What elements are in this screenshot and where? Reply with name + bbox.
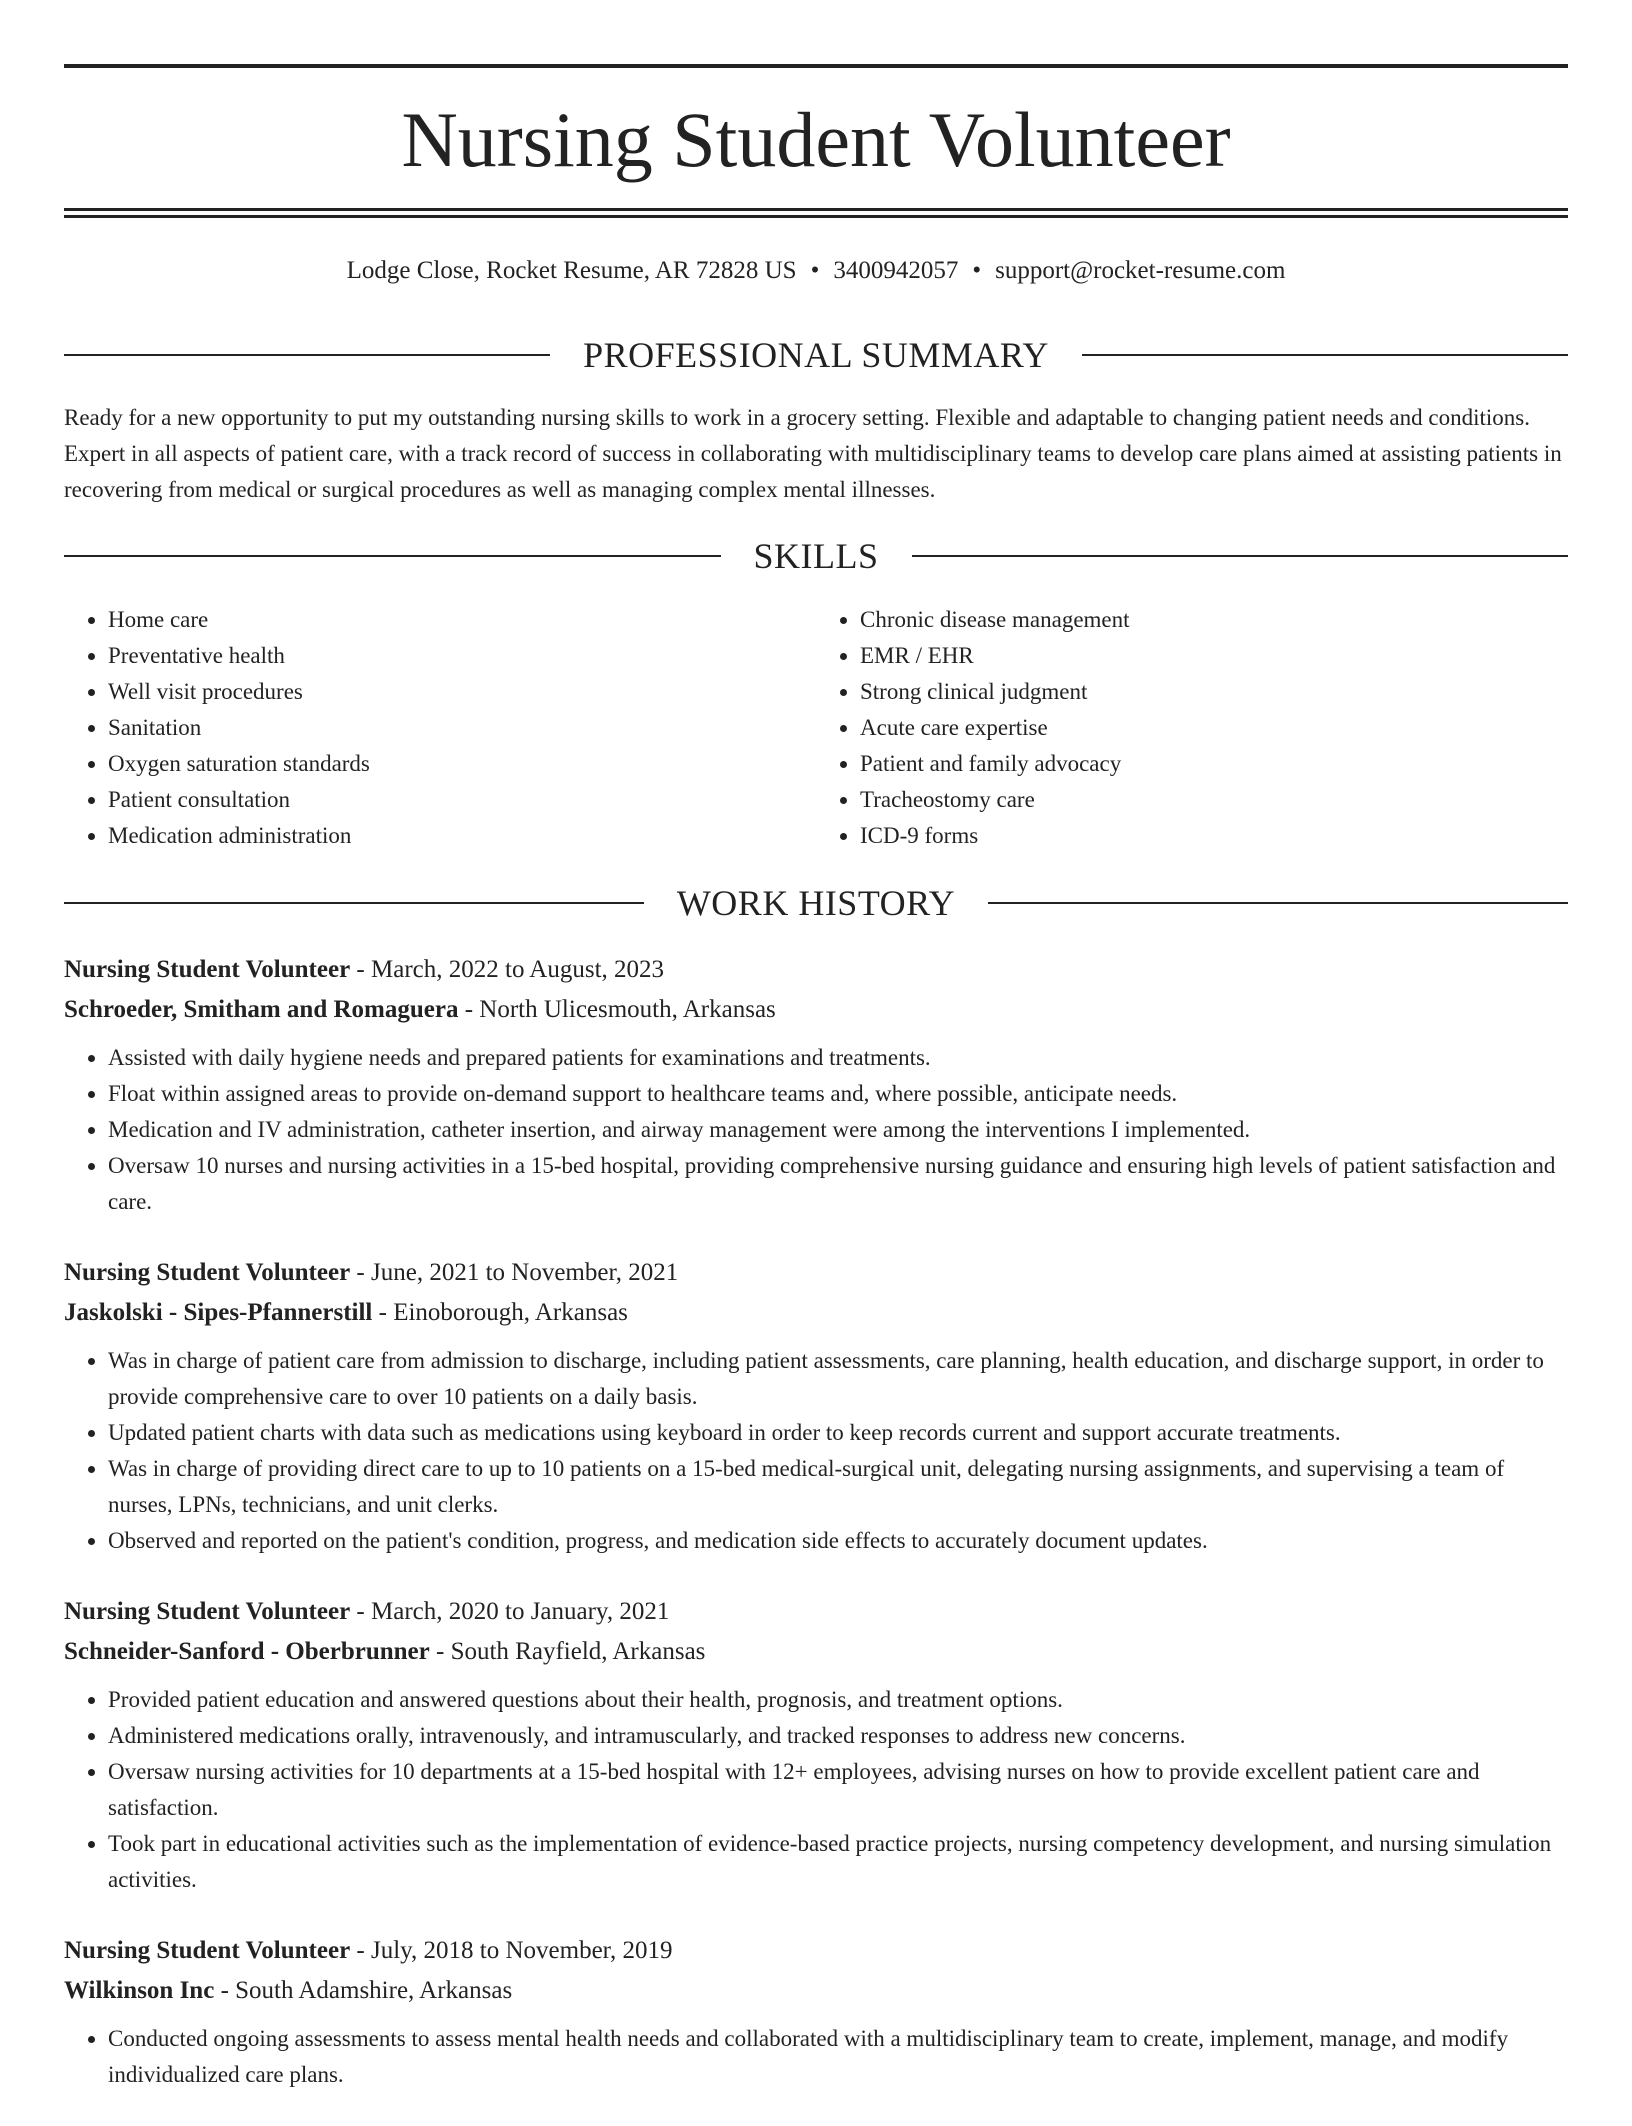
section-title: SKILLS — [753, 536, 879, 576]
skills-column-right — [816, 602, 1568, 854]
job-dates: - March, 2022 to August, 2023 — [350, 956, 665, 983]
job-dates: - March, 2020 to January, 2021 — [350, 1598, 670, 1625]
job-entry — [64, 1253, 1568, 1559]
skill-item: • Patient and family advocacy — [860, 746, 1568, 782]
job-bullet: • Administered medications orally, intravenously, and intramuscularly, and tracked responses to address new concerns. — [108, 1718, 1568, 1754]
heading-rule — [1082, 354, 1568, 356]
top-rule — [64, 64, 1568, 68]
job-company: Wilkinson Inc — [64, 1977, 215, 2004]
contact-separator: • — [810, 257, 820, 284]
job-location: - South Adamshire, Arkansas — [214, 1977, 513, 2004]
job-entry — [64, 1592, 1568, 1898]
contact-phone: 3400942057 — [833, 257, 959, 284]
skill-item: • Acute care expertise — [860, 710, 1568, 746]
job-bullet: • Was in charge of patient care from admission to discharge, including patient assessments, care planning, health education, and discharge support, in order to provide comprehensive care to over 10 patients on a daily basis. — [108, 1343, 1568, 1415]
heading-rule — [912, 555, 1569, 557]
work-heading — [64, 881, 1568, 925]
job-bullets — [64, 1343, 1568, 1559]
skill-item: • Home care — [108, 602, 816, 638]
job-company-line — [64, 990, 1568, 1030]
resume-name: Nursing Student Volunteer — [401, 96, 1231, 183]
skill-item: • Preventative health — [108, 638, 816, 674]
job-dates: - July, 2018 to November, 2019 — [350, 1937, 673, 1964]
skill-item: • Well visit procedures — [108, 674, 816, 710]
job-bullets — [64, 2021, 1568, 2093]
skill-item: • Medication administration — [108, 818, 816, 854]
job-role: Nursing Student Volunteer — [64, 956, 351, 983]
section-title: PROFESSIONAL SUMMARY — [583, 335, 1049, 375]
contact-email: support@rocket-resume.com — [995, 257, 1286, 284]
summary-heading — [64, 333, 1568, 377]
skill-item: • Patient consultation — [108, 782, 816, 818]
job-company: Jaskolski - Sipes-Pfannerstill — [64, 1299, 373, 1326]
job-bullet: • Observed and reported on the patient's condition, progress, and medication side effects to accurately document updates. — [108, 1523, 1568, 1559]
contact-separator: • — [972, 257, 982, 284]
skills-list — [64, 602, 1568, 854]
job-entry — [64, 950, 1568, 1220]
skill-item: • ICD-9 forms — [860, 818, 1568, 854]
summary-text: Ready for a new opportunity to put my outstanding nursing skills to work in a grocery setting. Flexible and adaptable to changing patient needs and conditions. Expert in all aspects of patient care, with a track record of success in collaborating with multidisciplinary teams to develop care plans aimed at assisting patients in recovering from medical or surgical procedures as well as managing complex mental illnesses. — [64, 405, 1562, 502]
heading-rule — [64, 555, 721, 557]
job-company-line — [64, 1632, 1568, 1672]
skill-item: • Chronic disease management — [860, 602, 1568, 638]
job-bullet: • Was in charge of providing direct care to up to 10 patients on a 15-bed medical-surgical unit, delegating nursing assignments, and supervising a team of nurses, LPNs, technicians, and unit clerks. — [108, 1451, 1568, 1523]
heading-rule — [988, 902, 1568, 904]
job-location: - South Rayfield, Arkansas — [429, 1638, 706, 1665]
job-role: Nursing Student Volunteer — [64, 1937, 351, 1964]
job-bullet: • Conducted ongoing assessments to assess mental health needs and collaborated with a multidisciplinary team to create, implement, manage, and modify individualized care plans. — [108, 2021, 1568, 2093]
heading-rule — [64, 902, 644, 904]
job-title-line — [64, 1253, 1568, 1293]
job-bullet: • Provided patient education and answered questions about their health, prognosis, and treatment options. — [108, 1682, 1568, 1718]
heading-rule — [64, 354, 550, 356]
contact-line — [64, 254, 1568, 288]
skill-item: • Oxygen saturation standards — [108, 746, 816, 782]
work-history — [64, 950, 1568, 2126]
skill-item: • EMR / EHR — [860, 638, 1568, 674]
job-bullet: • Oversaw nursing activities for 10 departments at a 15-bed hospital with 12+ employees, advising nurses on how to provide excellent patient care and satisfaction. — [108, 1754, 1568, 1826]
double-rule — [64, 208, 1568, 218]
job-entry — [64, 1931, 1568, 2093]
skill-item: • Strong clinical judgment — [860, 674, 1568, 710]
job-bullet: • Medication and IV administration, catheter insertion, and airway management were among the interventions I implemented. — [108, 1112, 1568, 1148]
job-bullet: • Float within assigned areas to provide on-demand support to healthcare teams and, where possible, anticipate needs. — [108, 1076, 1568, 1112]
skill-item: • Tracheostomy care — [860, 782, 1568, 818]
contact-address: Lodge Close, Rocket Resume, AR 72828 US — [346, 257, 797, 284]
job-company: Schneider-Sanford - Oberbrunner — [64, 1638, 430, 1665]
job-location: - North Ulicesmouth, Arkansas — [458, 996, 776, 1023]
skill-item: • Sanitation — [108, 710, 816, 746]
job-company: Schroeder, Smitham and Romaguera — [64, 996, 459, 1023]
job-bullet: • Took part in educational activities such as the implementation of evidence-based practice projects, nursing competency development, and nursing simulation activities. — [108, 1826, 1568, 1898]
job-bullets — [64, 1682, 1568, 1898]
job-title-line — [64, 1592, 1568, 1632]
job-role: Nursing Student Volunteer — [64, 1259, 351, 1286]
job-bullet: • Assisted with daily hygiene needs and prepared patients for examinations and treatments. — [108, 1040, 1568, 1076]
skills-heading — [64, 534, 1568, 578]
job-company-line — [64, 1293, 1568, 1333]
skills-column-left — [64, 602, 816, 854]
job-company-line — [64, 1971, 1568, 2011]
job-bullet: • Updated patient charts with data such as medications using keyboard in order to keep records current and support accurate treatments. — [108, 1415, 1568, 1451]
job-title-line — [64, 1931, 1568, 1971]
job-bullets — [64, 1040, 1568, 1220]
job-title-line — [64, 950, 1568, 990]
job-dates: - June, 2021 to November, 2021 — [350, 1259, 679, 1286]
job-location: - Einoborough, Arkansas — [372, 1299, 628, 1326]
job-role: Nursing Student Volunteer — [64, 1598, 351, 1625]
section-title: WORK HISTORY — [676, 883, 956, 923]
job-bullet: • Oversaw 10 nurses and nursing activities in a 15-bed hospital, providing comprehensive nursing guidance and ensuring high levels of patient satisfaction and care. — [108, 1148, 1568, 1220]
